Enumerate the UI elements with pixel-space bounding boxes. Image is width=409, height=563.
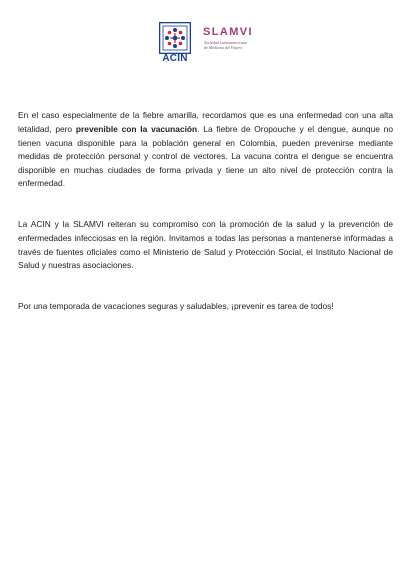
bold-vacunacion: prevenible con la vacunación: [75, 123, 198, 134]
paragraph-fiebre-amarilla: En el caso especialmente de la fiebre amarilla, recordamos que es una enfermedad con una alta letalidad, pero prevenible con la vacunación. La fiebre de Oropouche y el dengue, aunque no tienen vacuna disponible para la población general en Colombia, pueden prevenirse mediante medidas de protección personal y control de vectores. La vacuna contra el dengue se encuentra disponible en muchas ciudades de forma privada y tiene un alto nivel de protección contra la enfermedad.: [18, 110, 393, 189]
slamvi-logo: [203, 26, 265, 60]
paragraph-compromiso: La ACIN y la SLAMVI reiteran su compromiso con la promoción de la salud y la prevención de enfermedades infecciosas en la región. Invitamos a todas las personas a mantenerse informadas a través de fuentes oficiales como el Ministerio de Salud y Protección Social, el Instituto Nacional de Salud y nuestras asociaciones.: [18, 219, 393, 271]
acin-logo: [159, 22, 191, 66]
slamvi-wordmark: SLAMVI: [203, 26, 253, 38]
acin-emblem-icon: [159, 22, 191, 54]
slamvi-tagline: Sociedad Latinoamericana de Medicina del Viajero: [204, 40, 248, 50]
acin-wordmark: ACIN: [162, 53, 188, 64]
paragraph-cierre: Por una temporada de vacaciones seguras y saludables, ¡prevenir es tarea de todos!: [18, 301, 334, 312]
